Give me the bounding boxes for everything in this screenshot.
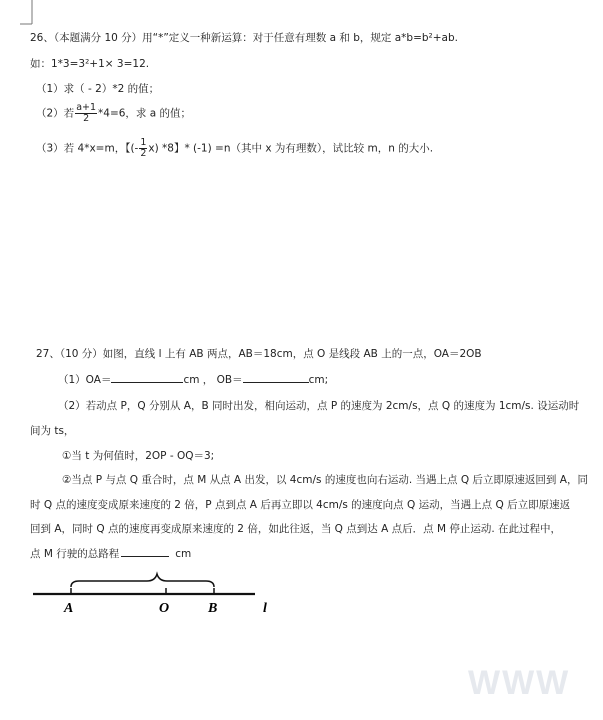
ob-answer-blank[interactable] — [243, 373, 309, 383]
q27-sub2-line1: ②当点 P 与点 Q 重合时，点 M 从点 A 出发，以 4cm/s 的速度也向右运动. 当遇上点 Q 后立即原速返回到 A，同 — [62, 474, 588, 486]
q26-part3-suffix: x) *8】* (-1) =n（其中 x 为有理数），试比较 m，n 的大小. — [148, 142, 434, 155]
q27-part1-ob-label: cm ， OB＝ — [183, 374, 243, 386]
q27-part1-unit: cm; — [308, 374, 329, 386]
oa-answer-blank[interactable] — [111, 373, 183, 383]
q27-sub2-unit: cm — [175, 548, 192, 560]
q27-part1-oa-label: （1）OA＝ — [58, 374, 112, 386]
q27-sub2-line4 — [30, 547, 191, 561]
q27-part2-line2: 间为 ts， — [30, 425, 75, 437]
q26-part1: （1）求（ - 2）*2 的值； — [36, 83, 160, 95]
q27-title: 27、（10 分）如图，直线 l 上有 AB 两点，AB＝18cm，点 O 是线段 AB 上的一点，OA＝2OB — [36, 348, 482, 360]
q26-part2-suffix: *4=6，求 a 的值； — [98, 107, 192, 120]
fraction-denominator: 2 — [140, 148, 147, 159]
q26-part3-prefix: （3）若 4*x=m，【(- — [36, 142, 139, 155]
total-distance-blank[interactable] — [121, 547, 169, 557]
point-a-label: A — [64, 601, 74, 616]
point-o-label: O — [159, 601, 170, 616]
q27-sub2-line3: 回到 A，同时 Q 点的速度再变成原来速度的 2 倍，如此往返，当 Q 点到达 A 点后．点 M 停止运动. 在此过程中， — [30, 523, 562, 535]
q27-sub1: ①当 t 为何值时，2OP - OQ＝3; — [62, 450, 215, 462]
q27-sub2-line4-text: 点 M 行驶的总路程 — [30, 548, 120, 560]
fraction-numerator: a+1 — [76, 102, 97, 113]
corner-crop-mark — [20, 0, 40, 30]
number-line-figure — [25, 568, 285, 618]
q26-example: 如：1*3=3²+1× 3=12. — [30, 58, 150, 70]
watermark: WWW — [468, 664, 571, 702]
segment-ab-brace — [71, 574, 214, 587]
line-l-label: l — [263, 601, 267, 616]
q26-part3-fraction — [139, 138, 147, 159]
q26-part2-prefix: （2）若 — [36, 107, 75, 120]
q26-part2 — [36, 103, 191, 124]
q27-sub2-line2: 时 Q 点的速度变成原来速度的 2 倍，P 点到点 A 后再立即以 4cm/s 的速度向点 Q 运动，当遇上点 Q 后立即原速返 — [30, 499, 571, 511]
point-b-label: B — [208, 601, 218, 616]
fraction-denominator: 2 — [83, 113, 90, 124]
q26-title: 26、（本题满分 10 分）用“*”定义一种新运算：对于任意有理数 a 和 b，规定 a*b=b²+ab. — [30, 32, 458, 44]
q26-part3 — [36, 138, 433, 159]
fraction-numerator: 1 — [140, 137, 147, 148]
q26-part2-fraction — [75, 103, 97, 124]
q27-part1 — [58, 373, 328, 387]
q27-part2-line1: （2）若动点 P，Q 分别从 A，B 同时出发，相向运动，点 P 的速度为 2cm/s，点 Q 的速度为 1cm/s. 设运动时 — [58, 400, 580, 412]
